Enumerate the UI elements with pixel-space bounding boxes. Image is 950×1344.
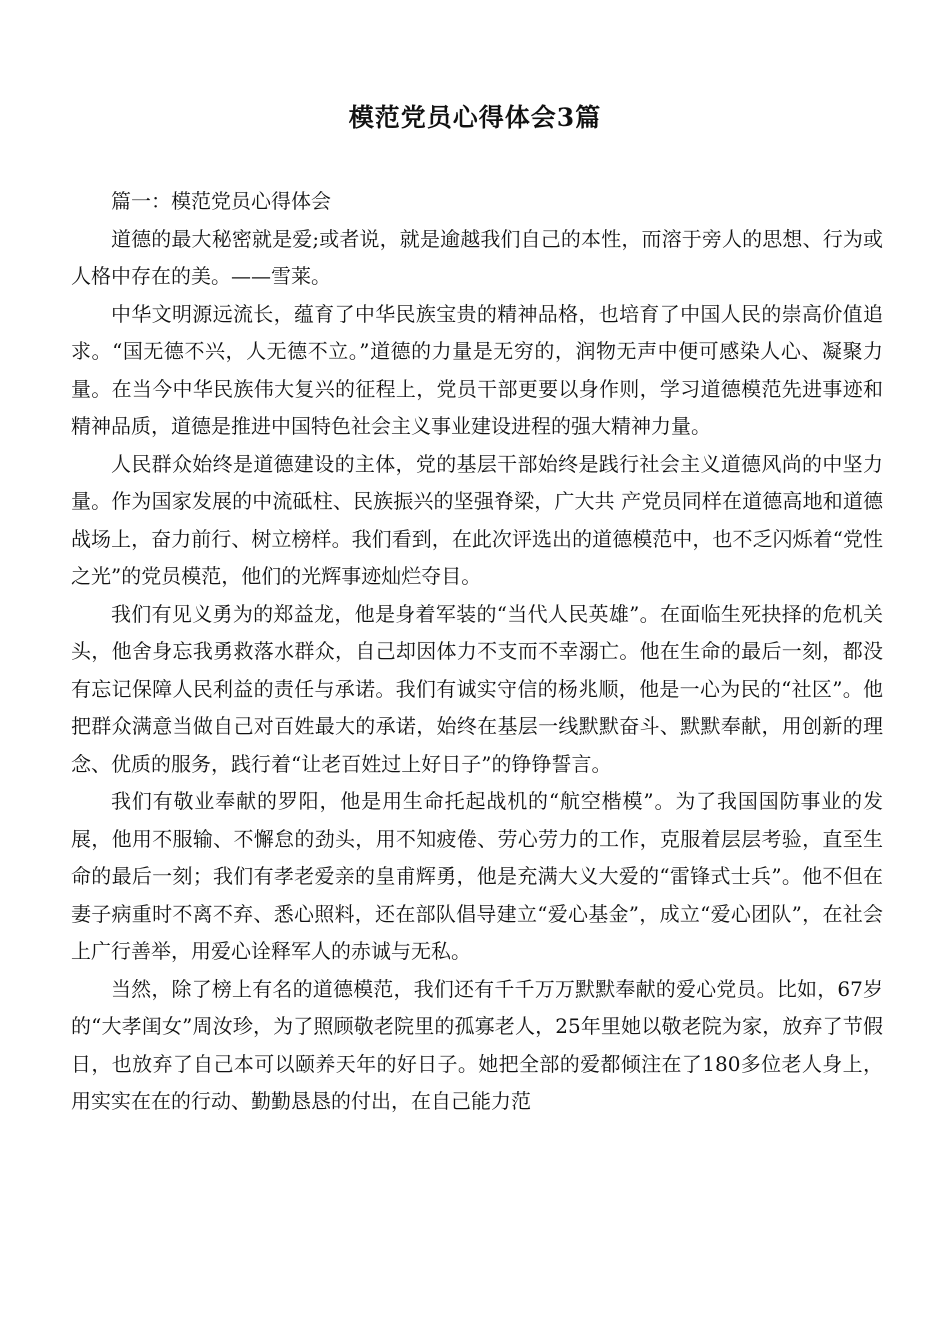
paragraph-5: 我们有敬业奉献的罗阳，他是用生命托起战机的“航空楷模”。为了我国国防事业的发展，他用不服输、不懈怠的劲头，用不知疲倦、劳心劳力的工作，克服着层层考验，直至生命的最后一刻；我们有孝老爱亲的皇甫辉勇，他是充满大义大爱的“雷锋式士兵”。他不但在妻子病重时不离不弃、悉心照料，还在部队倡导建立“爱心基金”，成立“爱心团队”，在社会上广行善举，用爱心诠释军人的赤诚与无私。: [71, 789, 883, 963]
document-title: 模范党员心得体会3篇: [348, 103, 602, 132]
paragraph-4: 我们有见义勇为的郑益龙，他是身着军装的“当代人民英雄”。在面临生死抉择的危机关头，他舍身忘我勇救落水群众，自己却因体力不支而不幸溺亡。他在生命的最后一刻，都没有忘记保障人民利益的责任与承诺。我们有诚实守信的杨兆顺，他是一心为民的“社区”。他把群众满意当做自己对百姓最大的承诺，始终在基层一线默默奋斗、默默奉献，用创新的理念、优质的服务，践行着“让老百姓过上好日子”的铮铮誓言。: [71, 601, 883, 776]
paragraph-1: 道德的最大秘密就是爱;或者说，就是逾越我们自己的本性，而溶于旁人的思想、行为或人格中存在的美。——雪莱。: [71, 226, 883, 288]
paragraph-3: 人民群众始终是道德建设的主体，党的基层干部始终是践行社会主义道德风尚的中坚力量。作为国家发展的中流砥柱、民族振兴的坚强脊梁，广大共 产党员同样在道德高地和道德战场上，奋力前行、树立榜样。我们看到，在此次评选出的道德模范中，也不乏闪烁着“党性之光”的党员模范，他们的光辉事迹灿烂夺目。: [71, 451, 883, 588]
document-body: [71, 183, 883, 1121]
paragraph-2: 中华文明源远流长，蕴育了中华民族宝贵的精神品格，也培育了中国人民的崇高价值追求。“国无德不兴，人无德不立。”道德的力量是无穷的，润物无声中便可感染人心、凝聚力量。在当今中华民族伟大复兴的征程上，党员干部更要以身作则，学习道德模范先进事迹和精神品质，道德是推进中国特色社会主义事业建设进程的强大精神力量。: [71, 301, 883, 438]
section-heading: 篇一：模范党员心得体会: [111, 189, 331, 213]
paragraph-6: 当然，除了榜上有名的道德模范，我们还有千千万万默默奉献的爱心党员。比如，67岁的“大孝闺女”周汝珍，为了照顾敬老院里的孤寡老人，25年里她以敬老院为家，放弃了节假日，也放弃了自己本可以颐养天年的好日子。她把全部的爱都倾注在了180多位老人身上，用实实在在的行动、勤勤恳恳的付出，在自己能力范: [71, 976, 883, 1113]
